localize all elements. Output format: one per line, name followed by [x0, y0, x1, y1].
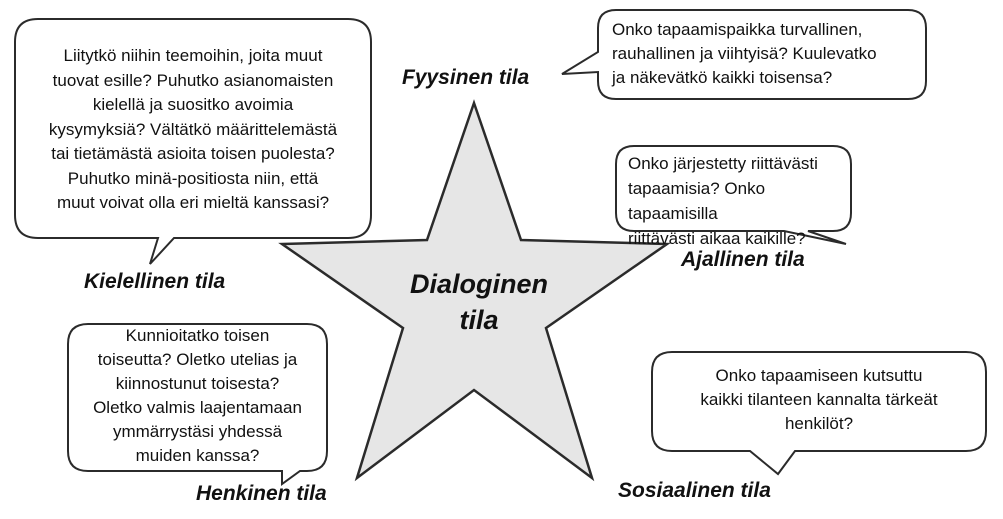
social-bubble-text [652, 364, 986, 436]
text-line: tapaamisia? Onko tapaamisilla [628, 179, 766, 223]
mental-bubble-text [68, 324, 327, 468]
text-line: tuovat esille? Puhutko asianomaisten [52, 70, 334, 90]
text-line: kielellä ja suositko avoimia [92, 95, 294, 114]
temporal-space-label: Ajallinen tila [681, 248, 805, 271]
text-line: Kunnioitatko toisen [125, 326, 270, 345]
text-line: rauhallinen ja viihtyisä? Kuulevatko [612, 44, 877, 63]
text-line: Onko tapaamispaikka turvallinen, [612, 20, 863, 39]
text-line: ja näkevätkö kaikki toisensa? [612, 68, 833, 87]
text-line: riittävästi aikaa kaikille? [628, 229, 806, 248]
text-line: ymmärrystäsi yhdessä [112, 422, 283, 441]
text-line: kiinnostunut toisesta? [115, 374, 280, 393]
text-line: Onko järjestetty riittävästi [628, 154, 818, 173]
text-line: muiden kanssa? [135, 446, 260, 465]
text-line: tai tietämästä asioita toisen puolesta? [51, 144, 335, 163]
text-line: Puhutko minä-positiosta niin, että [67, 168, 319, 188]
text-line: kysymyksiä? Vältätkö määrittelemästä [48, 119, 338, 139]
title-line-1: Dialoginen [409, 269, 548, 299]
text-line: toiseutta? Oletko utelias ja [97, 350, 298, 369]
text-line: muut voivat olla eri mieltä kanssasi? [56, 193, 330, 212]
linguistic-bubble-text [15, 44, 371, 216]
dialogical-space-title [384, 266, 574, 338]
physical-space-label: Fyysinen tila [402, 66, 530, 89]
text-line: Liitytkö niihin teemoihin, joita muut [63, 46, 323, 65]
text-line: kaikki tilanteen kannalta tärkeät [700, 390, 938, 409]
title-line-2: tila [459, 305, 499, 335]
text-line: henkilöt? [784, 414, 854, 433]
mental-space-label: Henkinen tila [196, 482, 327, 505]
text-line: Oletko valmis laajentamaan [93, 398, 302, 417]
linguistic-space-label: Kielellinen tila [84, 270, 226, 293]
physical-bubble-text [612, 18, 922, 90]
social-space-label: Sosiaalinen tila [618, 479, 771, 502]
temporal-bubble-text [628, 151, 850, 251]
text-line: Onko tapaamiseen kutsuttu [715, 366, 923, 385]
